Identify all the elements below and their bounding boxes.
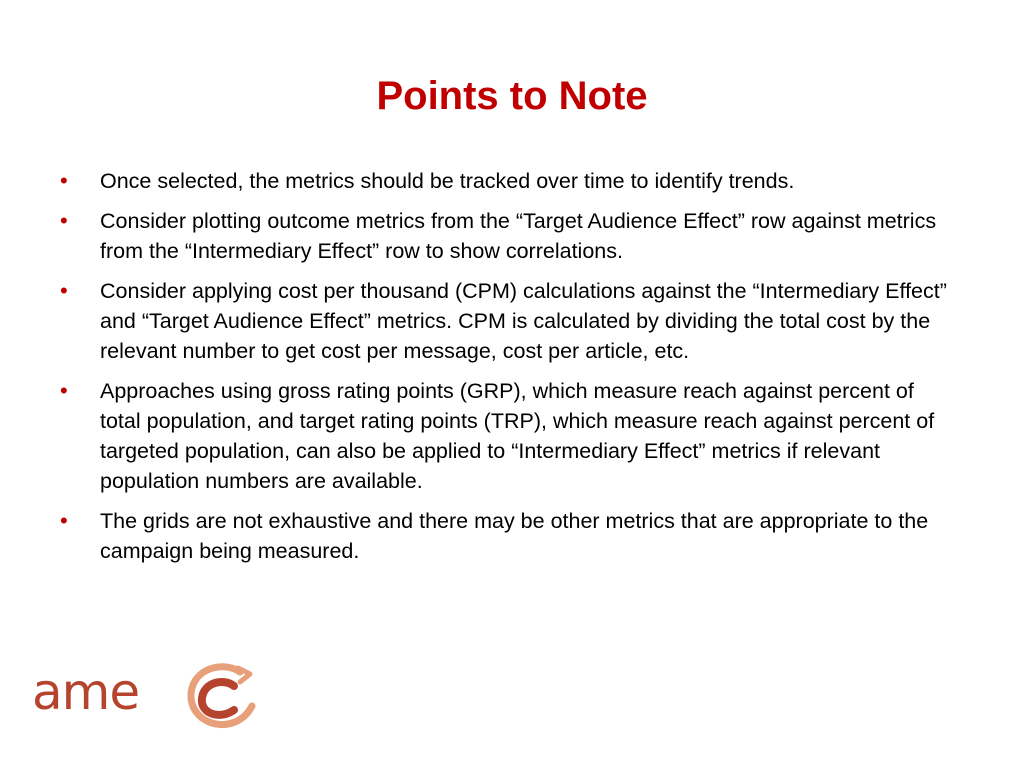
bullet-text: Consider plotting outcome metrics from the “Target Audience Effect” row against metrics from the “Intermediary Effect” row to show correlations. bbox=[100, 209, 937, 263]
bullet-item bbox=[58, 376, 958, 496]
bullet-dot-icon: • bbox=[60, 208, 68, 233]
amec-logo bbox=[32, 660, 242, 730]
bullet-text: Approaches using gross rating points (GRP), which measure reach against percent of total population, and target rating points (TRP), which measure reach against percent of targeted population, can also be applied to “Intermediary Effect” metrics if relevant population numbers are available. bbox=[100, 379, 935, 493]
bullet-text: The grids are not exhaustive and there may be other metrics that are appropriate to the campaign being measured. bbox=[100, 509, 929, 563]
bullet-list bbox=[58, 166, 958, 576]
bullet-dot-icon: • bbox=[60, 378, 68, 403]
logo-text: ame bbox=[32, 663, 140, 721]
bullet-dot-icon: • bbox=[60, 168, 68, 193]
bullet-text: Consider applying cost per thousand (CPM) calculations against the “Intermediary Effect” and “Target Audience Effect” metrics. CPM is calculated by dividing the total cost by the relevant number to get cost per message, cost per article, etc. bbox=[100, 279, 947, 363]
bullet-item bbox=[58, 166, 958, 196]
amec-c-swirl-icon bbox=[178, 662, 264, 730]
bullet-text: Once selected, the metrics should be tracked over time to identify trends. bbox=[100, 169, 795, 193]
bullet-item bbox=[58, 506, 958, 566]
slide-title: Points to Note bbox=[376, 74, 648, 118]
bullet-item bbox=[58, 206, 958, 266]
bullet-dot-icon: • bbox=[60, 278, 68, 303]
bullet-item bbox=[58, 276, 958, 366]
bullet-dot-icon: • bbox=[60, 508, 68, 533]
